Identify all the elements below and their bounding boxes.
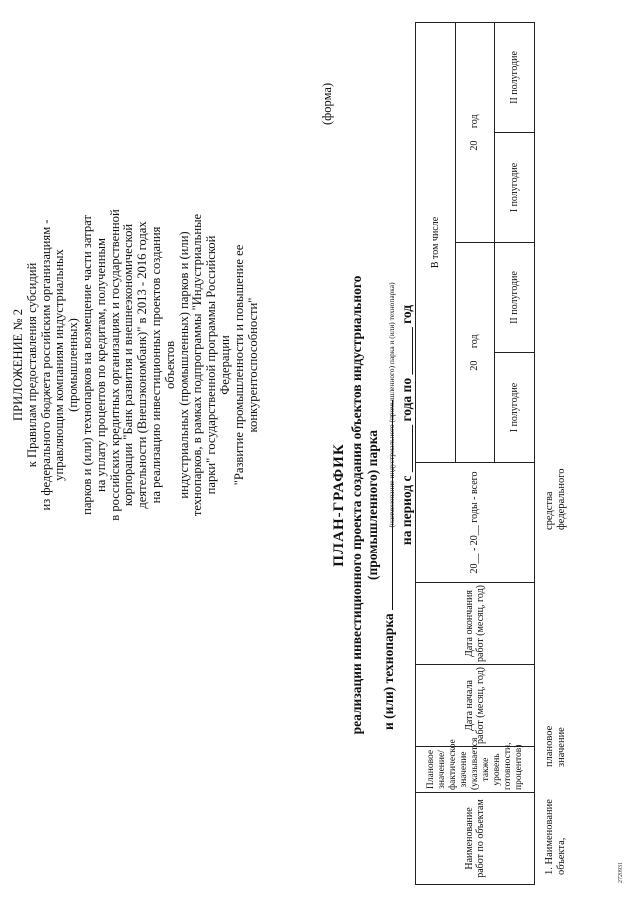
appendix-block xyxy=(12,205,260,525)
appendix-line: парков и (или) технопарков на возмещение части затрат xyxy=(79,215,94,515)
header-half1-b: I полугодие xyxy=(495,133,535,243)
header-in-that-number: В том числе xyxy=(416,22,456,462)
header-year-a: 20 год xyxy=(455,243,495,463)
header-planned-value: Плановое значение/ фактическое значение (указывается также уровень готовности, процентов) xyxy=(416,747,535,793)
header-end-date: Дата окончания работ (месяц, год) xyxy=(416,583,535,665)
document-title: ПЛАН-ГРАФИК xyxy=(331,443,347,567)
appendix-line: индустриальных (промышленных) парков и (или) xyxy=(176,231,191,499)
appendix-line: в российских кредитных организациях и государственной xyxy=(107,209,122,521)
form-label: (форма) xyxy=(320,82,334,125)
header-start-date: Дата начала работ (месяц, год) xyxy=(416,665,535,747)
title-line-2: реализации инвестиционного проекта создания объектов индустриального (промышленного) парка xyxy=(349,275,380,735)
plan-table xyxy=(415,22,535,885)
appendix-line: на реализацию инвестиционных проектов создания объектов xyxy=(148,226,177,504)
appendix-line: к Правилам предоставления субсидий xyxy=(24,262,39,468)
appendix-line: конкурентоспособности" xyxy=(245,297,260,433)
appendix-line: деятельности (Внешэкономбанк)" в 2013 - 2016 годах xyxy=(135,221,150,509)
header-half2-b: II полугодие xyxy=(495,22,535,132)
document-id: 2720931 xyxy=(618,862,624,883)
appendix-line: технопарков, в рамках подпрограммы "Индустриальные xyxy=(190,213,205,517)
appendix-line: из федерального бюджета российским организациям - xyxy=(38,219,53,511)
park-name-caption: (наименование индустриального (промышленного) парка и (или) технопарка) xyxy=(387,282,396,528)
row-object-name: 1. Наименование объекта, xyxy=(544,799,567,875)
appendix-line: "Развитие промышленности и повышение ее xyxy=(231,244,246,486)
header-total: 20__ - 20__ годы - всего xyxy=(416,463,535,583)
header-half2-a: II полугодие xyxy=(495,243,535,353)
appendix-line: управляющим компаниям индустриальных (промышленных) xyxy=(52,249,81,481)
header-half1-a: I полугодие xyxy=(495,353,535,463)
appendix-line: парки" государственной программы Российской Федерации xyxy=(204,235,232,495)
row-funds: средства федерального xyxy=(544,468,567,530)
appendix-line: на уплату процентов по кредитам, полученным xyxy=(93,238,108,492)
title-line-3: и (или) технопарка xyxy=(381,225,397,785)
period-line: на период с _______ года по _______ год xyxy=(399,304,414,546)
appendix-line: корпорации "Банк развития и внешнеэкономической xyxy=(121,223,136,507)
row-planned-value: плановое значение xyxy=(544,725,567,767)
header-work-name: Наименование работ по объектам xyxy=(416,793,535,885)
header-year-b: 20 год xyxy=(455,22,495,242)
appendix-heading: ПРИЛОЖЕНИЕ № 2 xyxy=(11,309,25,421)
